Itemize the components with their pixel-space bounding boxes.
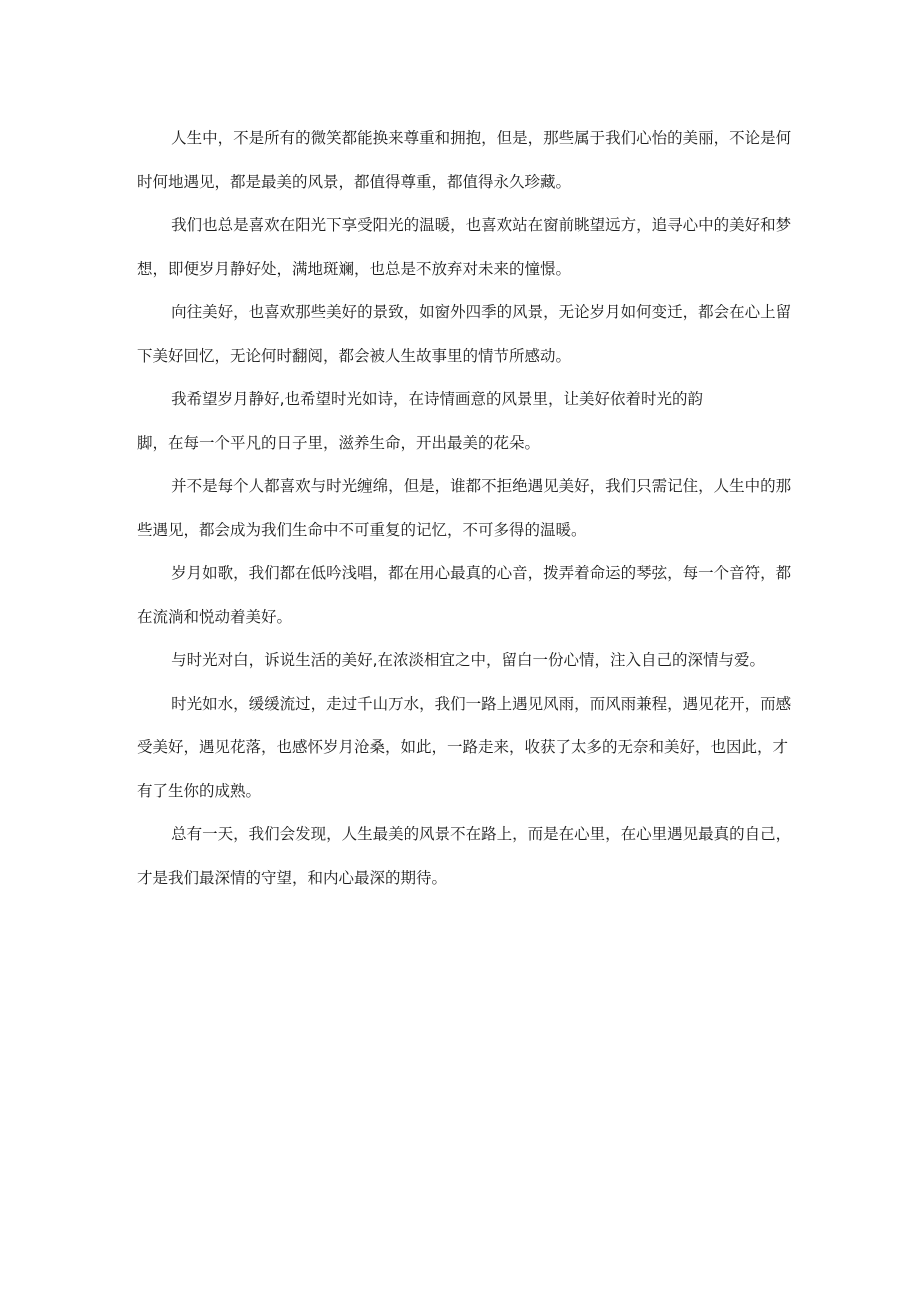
text-line: 总有一天，我们会发现，人生最美的风景不在路上，而是在心里，在心里遇见最真的自己， (171, 825, 792, 843)
text-line: 我们也总是喜欢在阳光下享受阳光的温暖，也喜欢站在窗前眺望远方，追寻心中的美好和梦 (171, 216, 792, 234)
text-line: 在流淌和悦动着美好。 (137, 607, 293, 626)
text-line: 脚，在每一个平凡的日子里，滋养生命，开出最美的花朵。 (137, 433, 541, 452)
text-line: 有了生你的成熟。 (137, 781, 262, 800)
text-line: 与时光对白，诉说生活的美好,在浓淡相宜之中，留白一份心情，注入自己的深情与爱。 (171, 651, 766, 669)
paragraph (137, 204, 791, 291)
text-line: 我希望岁月静好,也希望时光如诗，在诗情画意的风景里，让美好依着时光的韵 (171, 390, 704, 408)
text-line: 受美好，遇见花落，也感怀岁月沧桑，如此，一路走来，收获了太多的无奈和美好，也因此，才 (137, 738, 789, 756)
paragraph (137, 465, 791, 552)
paragraph (137, 117, 791, 204)
paragraph (137, 378, 791, 422)
paragraph (137, 422, 791, 466)
paragraph (137, 813, 791, 900)
text-line: 想，即便岁月静好处，满地斑斓，也总是不放弃对未来的憧憬。 (137, 259, 572, 278)
paragraph (137, 683, 791, 814)
paragraph (137, 291, 791, 378)
text-line: 时光如水，缓缓流过，走过千山万水，我们一路上遇见风雨，而风雨兼程，遇见花开，而感 (171, 694, 792, 713)
paragraph (137, 639, 791, 683)
text-line: 时何地遇见，都是最美的风景，都值得尊重，都值得永久珍藏。 (137, 172, 572, 191)
text-line: 向往美好，也喜欢那些美好的景致，如窗外四季的风景，无论岁月如何变迁，都会在心上留 (171, 303, 792, 321)
text-line: 岁月如歌，我们都在低吟浅唱，都在用心最真的心音，拨弄着命运的琴弦，每一个音符，都 (171, 564, 792, 582)
text-line: 并不是每个人都喜欢与时光缠绵，但是，谁都不拒绝遇见美好，我们只需记住，人生中的那 (171, 477, 792, 495)
text-line: 才是我们最深情的守望，和内心最深的期待。 (137, 868, 448, 887)
text-line: 人生中，不是所有的微笑都能换来尊重和拥抱，但是，那些属于我们心怡的美丽，不论是何 (171, 129, 792, 147)
article-body (137, 117, 791, 900)
text-line: 些遇见，都会成为我们生命中不可重复的记忆，不可多得的温暖。 (137, 520, 587, 539)
paragraph (137, 552, 791, 639)
text-line: 下美好回忆，无论何时翻阅，都会被人生故事里的情节所感动。 (137, 346, 572, 365)
